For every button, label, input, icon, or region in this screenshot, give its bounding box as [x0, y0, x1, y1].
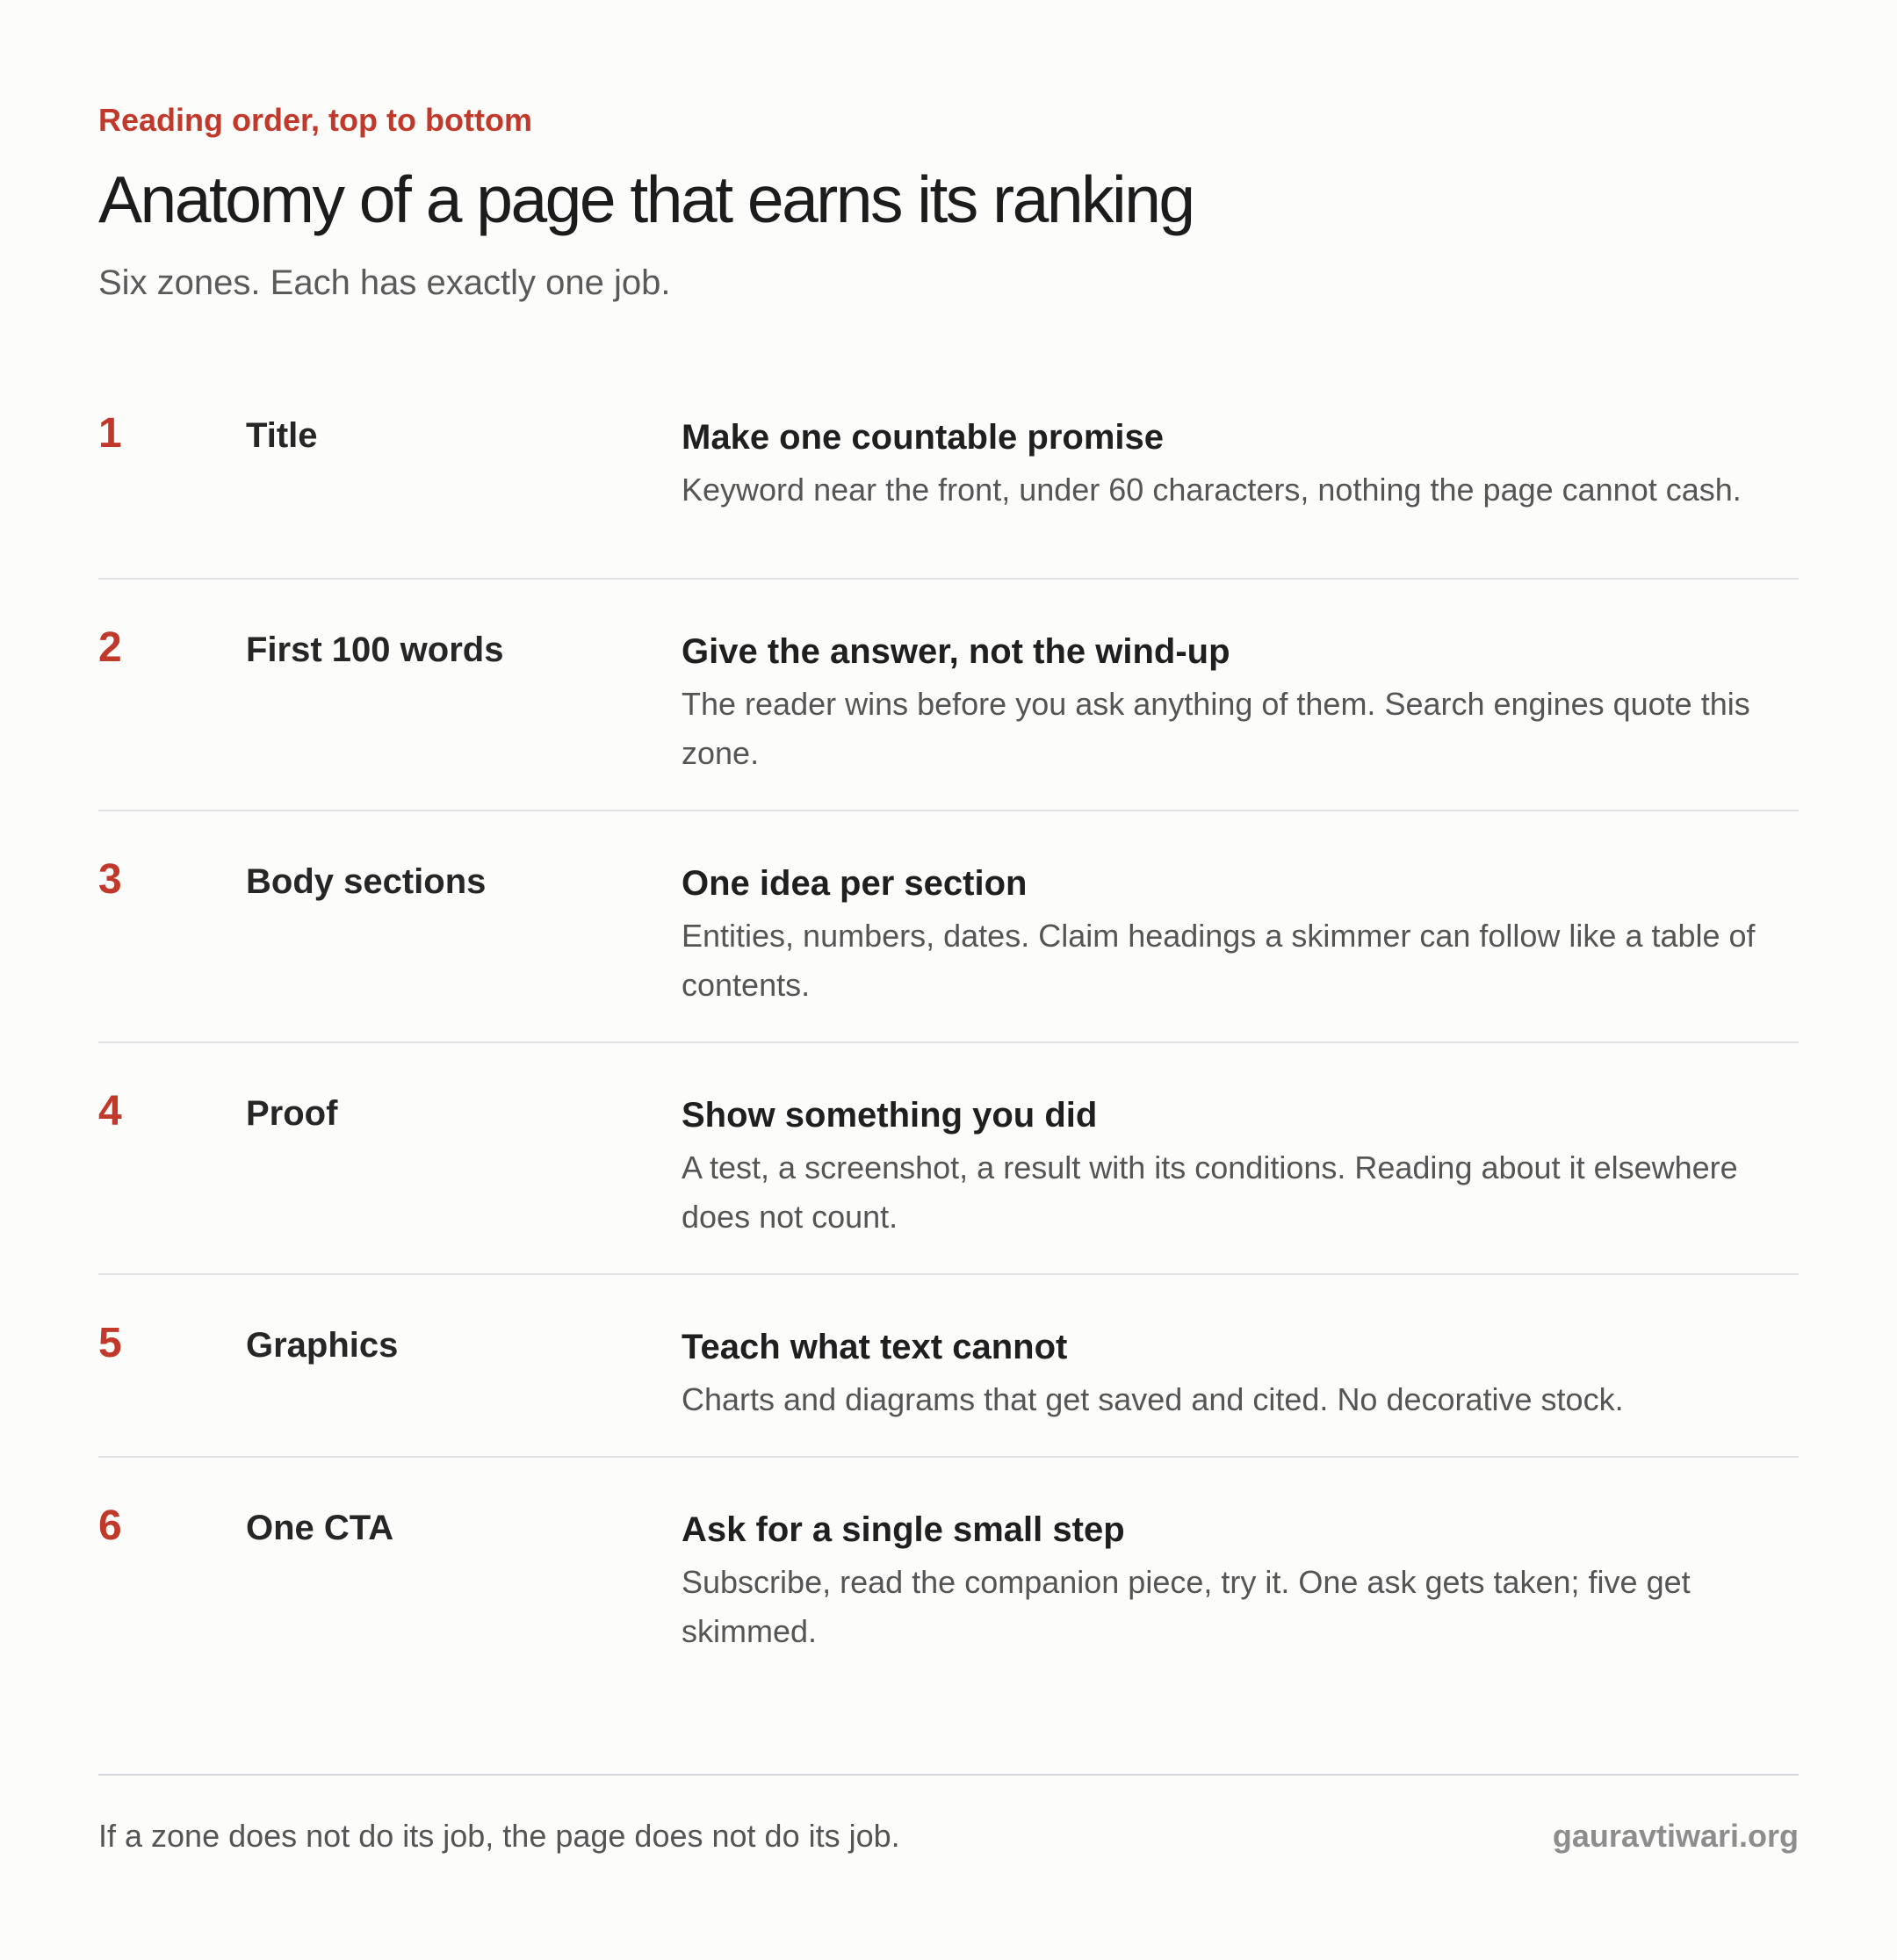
zone-name: One CTA	[246, 1509, 394, 1547]
zone-name: Body sections	[246, 862, 487, 901]
zone-heading: Ask for a single small step	[682, 1510, 1125, 1549]
zone-body	[682, 404, 1781, 515]
zone-number: 5	[98, 1320, 122, 1366]
zone-description: Keyword near the front, under 60 characters, nothing the page cannot cash.	[682, 472, 1742, 508]
footer-divider	[98, 1774, 1799, 1776]
zone-description: The reader wins before you ask anything of them. Search engines quote this zone.	[682, 686, 1750, 771]
zone-heading: Make one countable promise	[682, 418, 1165, 457]
zone-name: First 100 words	[246, 631, 504, 669]
footer-note: If a zone does not do its job, the page does not do its job.	[98, 1818, 900, 1854]
zone-description: A test, a screenshot, a result with its conditions. Reading about it elsewhere does not count.	[682, 1149, 1738, 1235]
zone-number: 4	[98, 1088, 122, 1135]
zone-body	[682, 1275, 1781, 1424]
zone-body	[682, 1458, 1781, 1656]
zone-body	[682, 580, 1781, 778]
zone-list	[98, 404, 1799, 1688]
page-title: Anatomy of a page that earns its ranking	[98, 162, 1194, 236]
page	[98, 0, 1799, 1960]
zone-heading: Show something you did	[682, 1096, 1098, 1135]
zone-body	[682, 811, 1781, 1010]
zone-row-graphics	[98, 1273, 1799, 1456]
zone-description: Charts and diagrams that get saved and cited. No decorative stock.	[682, 1381, 1624, 1417]
zone-number: 3	[98, 856, 122, 903]
zone-number: 6	[98, 1502, 122, 1549]
page-subtitle: Six zones. Each has exactly one job.	[98, 263, 671, 302]
zone-name: Proof	[246, 1094, 338, 1133]
zone-row-first-100-words	[98, 578, 1799, 810]
zone-row-proof	[98, 1041, 1799, 1273]
zone-row-title	[98, 404, 1799, 578]
zone-description: Subscribe, read the companion piece, try it. One ask gets taken; five get skimmed.	[682, 1564, 1691, 1649]
zone-heading: Teach what text cannot	[682, 1328, 1068, 1366]
zone-description: Entities, numbers, dates. Claim headings a skimmer can follow like a table of contents.	[682, 918, 1756, 1003]
zone-name: Graphics	[246, 1326, 399, 1365]
zone-number: 1	[98, 410, 122, 457]
eyebrow-label: Reading order, top to bottom	[98, 102, 532, 138]
zone-heading: Give the answer, not the wind-up	[682, 632, 1230, 671]
zone-number: 2	[98, 624, 122, 671]
zone-heading: One idea per section	[682, 864, 1028, 903]
zone-row-one-cta	[98, 1456, 1799, 1688]
footer-brand: gauravtiwari.org	[1552, 1818, 1799, 1854]
zone-name: Title	[246, 416, 318, 455]
zone-row-body-sections	[98, 810, 1799, 1041]
zone-body	[682, 1043, 1781, 1242]
